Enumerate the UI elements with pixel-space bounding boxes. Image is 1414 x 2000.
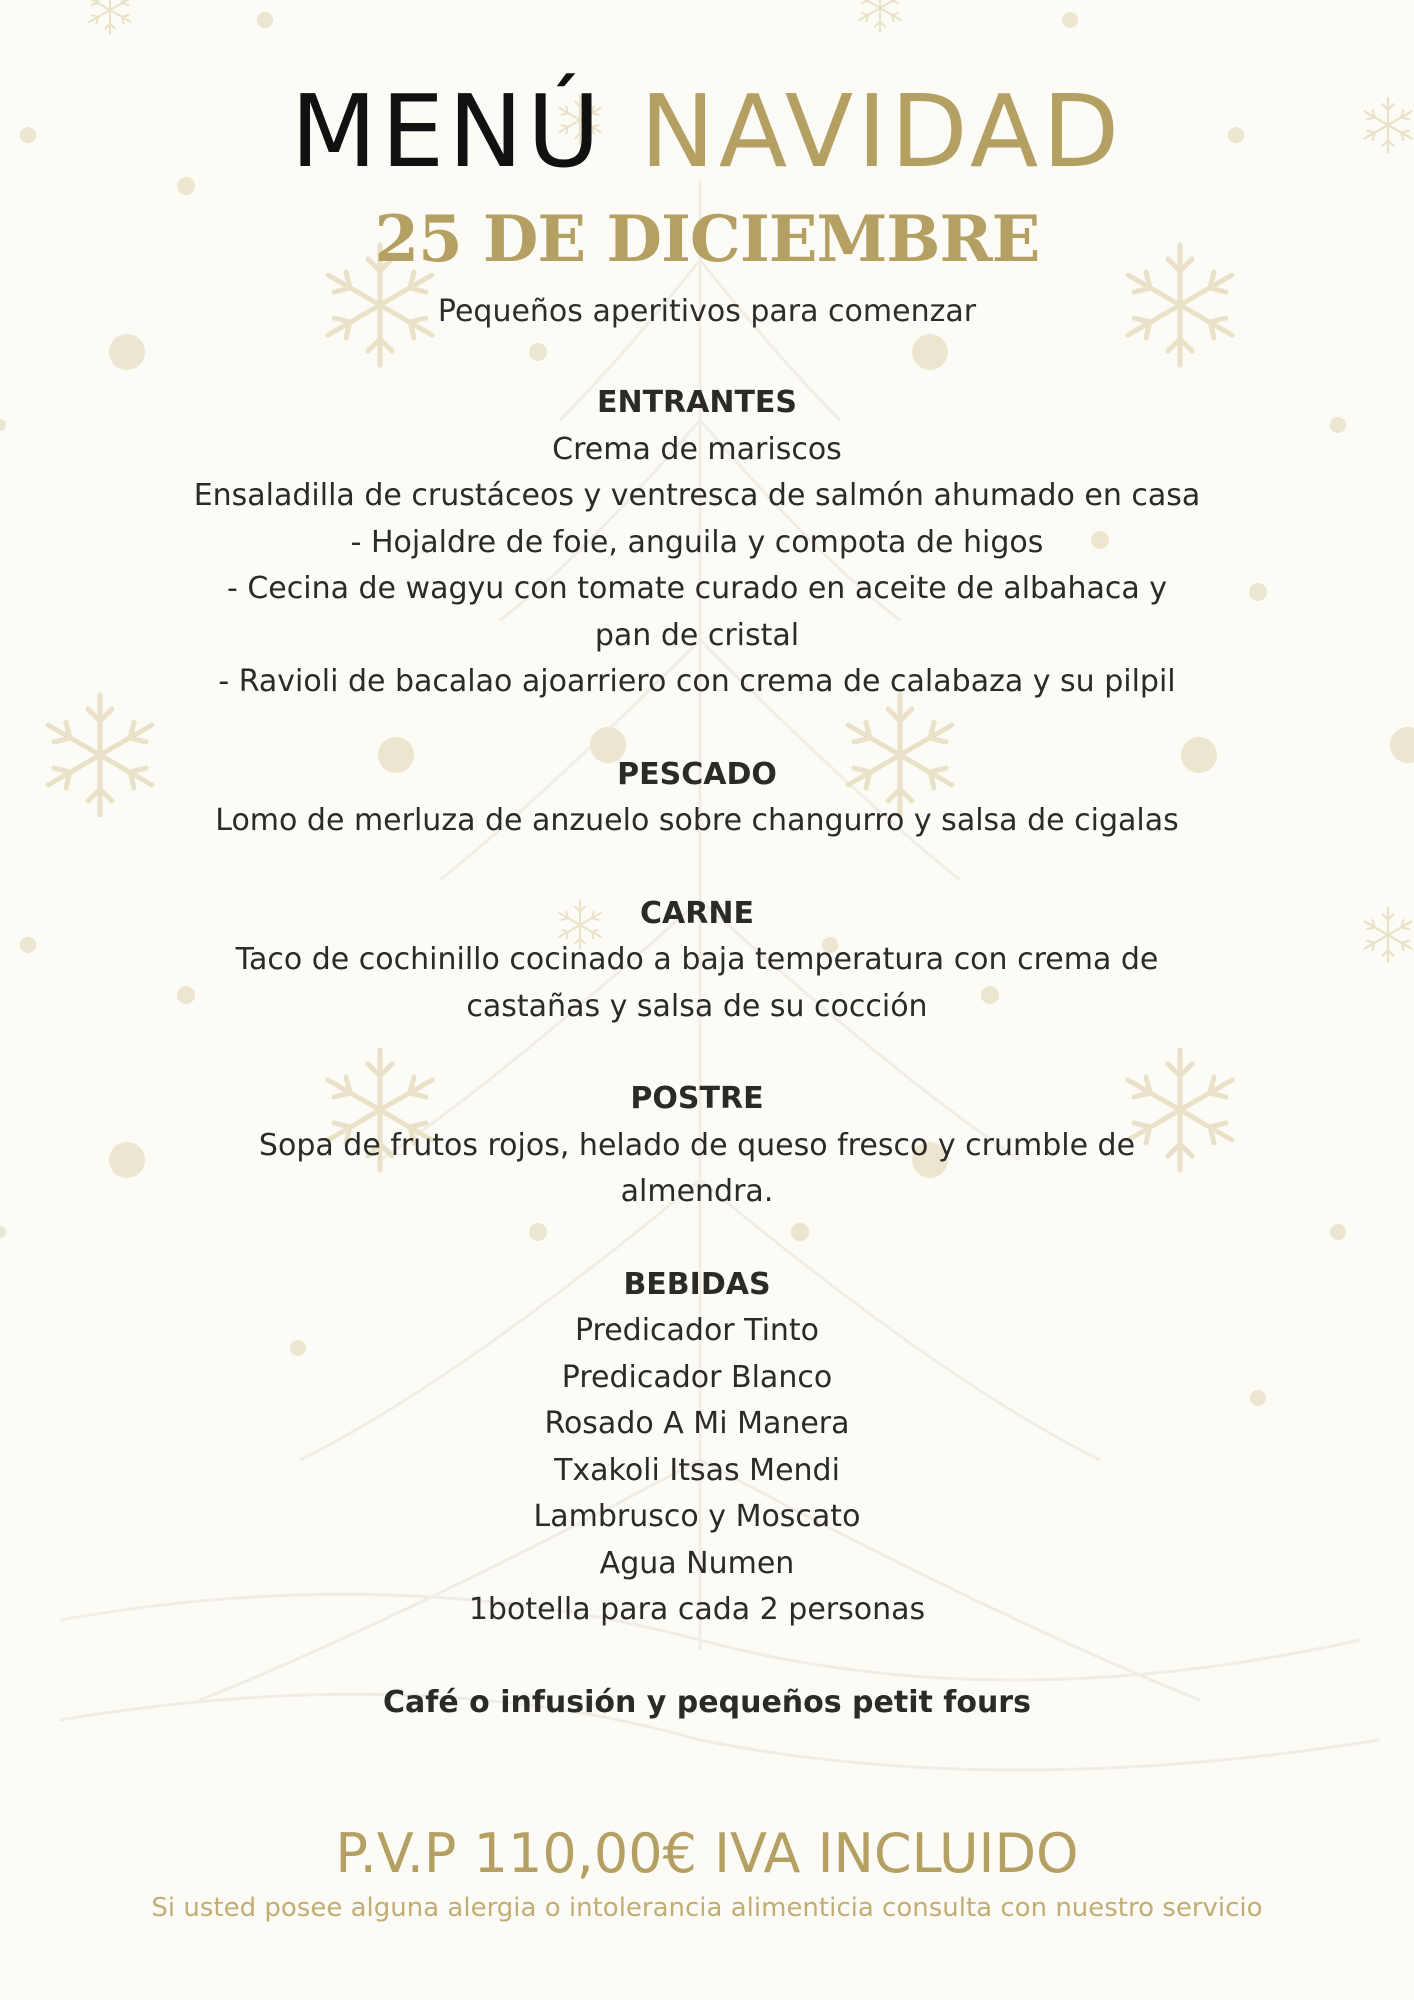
menu-item: Predicador Blanco bbox=[561, 1359, 833, 1395]
menu-sections bbox=[110, 380, 1284, 1634]
intro-text: Pequeños aperitivos para comenzar bbox=[437, 294, 977, 329]
menu-item: - Hojaldre de foie, anguila y compota de higos bbox=[350, 524, 1044, 560]
title-word-menu: MENÚ bbox=[290, 73, 605, 190]
menu-item: almendra. bbox=[620, 1174, 774, 1209]
menu-item: Txakoli Itsas Mendi bbox=[554, 1452, 840, 1488]
menu-item: pan de cristal bbox=[594, 617, 800, 653]
section-postre bbox=[110, 1076, 1284, 1216]
menu-item: 1botella para cada 2 personas bbox=[468, 1592, 926, 1627]
section-entrantes bbox=[110, 380, 1284, 706]
menu-title bbox=[0, 72, 1414, 192]
coffee-line: Café o infusión y pequeños petit fours bbox=[383, 1685, 1031, 1720]
menu-item: - Ravioli de bacalao ajoarriero con crema de calabaza y su pilpil bbox=[218, 664, 1176, 699]
title-word-navidad: NAVIDAD bbox=[639, 73, 1124, 190]
menu-item: Lambrusco y Moscato bbox=[533, 1499, 861, 1534]
section-heading: CARNE bbox=[640, 895, 754, 931]
section-bebidas bbox=[110, 1262, 1284, 1634]
menu-item: castañas y salsa de su cocción bbox=[466, 988, 928, 1024]
menu-item: Sopa de frutos rojos, helado de queso fresco y crumble de bbox=[258, 1127, 1136, 1163]
section-pescado bbox=[110, 752, 1284, 845]
menu-item: Lomo de merluza de anzuelo sobre changurro y salsa de cigalas bbox=[215, 803, 1179, 838]
menu-item: Taco de cochinillo cocinado a baja temperatura con crema de bbox=[235, 942, 1159, 977]
menu-item: - Cecina de wagyu con tomate curado en aceite de albahaca y bbox=[226, 571, 1168, 606]
menu-item: Predicador Tinto bbox=[574, 1313, 820, 1348]
menu-item: Rosado A Mi Manera bbox=[544, 1406, 850, 1441]
section-heading: ENTRANTES bbox=[596, 385, 798, 420]
price-line: P.V.P 110,00€ IVA INCLUIDO bbox=[335, 1822, 1079, 1885]
menu-date: 25 DE DICIEMBRE bbox=[374, 202, 1040, 277]
menu-item: Ensaladilla de crustáceos y ventresca de salmón ahumado en casa bbox=[193, 478, 1201, 513]
menu-item: Agua Numen bbox=[599, 1545, 795, 1581]
section-heading: BEBIDAS bbox=[623, 1266, 771, 1302]
section-heading: POSTRE bbox=[630, 1081, 764, 1116]
section-heading: PESCADO bbox=[617, 756, 777, 792]
menu-item: Crema de mariscos bbox=[552, 431, 842, 467]
section-carne bbox=[110, 891, 1284, 1031]
allergy-note: Si usted posee alguna alergia o intolerancia alimenticia consulta con nuestro servicio bbox=[151, 1893, 1263, 1923]
